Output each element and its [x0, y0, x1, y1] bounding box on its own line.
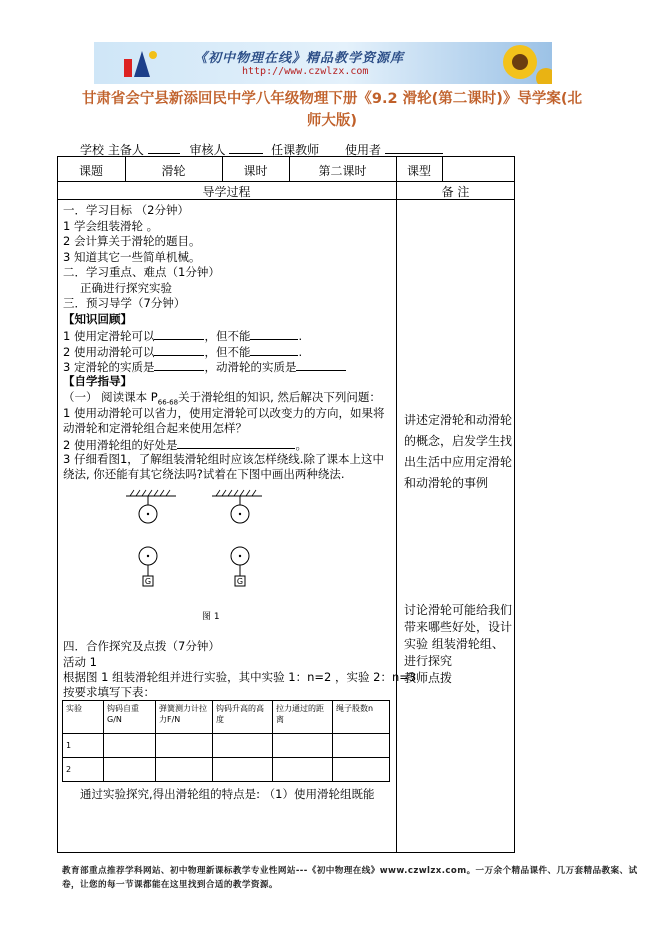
review-item-1-a: 1 使用定滑轮可以 — [63, 329, 155, 343]
table-header-row — [63, 701, 390, 734]
teacher-label: 任课教师 — [271, 143, 320, 157]
table-cell[interactable] — [213, 734, 273, 758]
table-cell[interactable] — [213, 758, 273, 782]
table-header-cell: 实验 — [63, 701, 104, 734]
review-blank — [250, 328, 298, 340]
table-header-cell: 拉力通过的距离 — [273, 701, 333, 734]
activity-line-1: 根据图 1 组装滑轮组并进行实验，其中实验 1：n=2 ，实验 2：n=3 — [63, 670, 417, 684]
reviewer-label: 审核人 — [189, 143, 226, 157]
process-header: 导学过程 — [202, 185, 251, 199]
table-header-cell: 钩码升高的高度 — [213, 701, 273, 734]
pulley-setup-right — [212, 490, 262, 586]
sunflower-icon — [490, 42, 552, 84]
site-logo-icon — [120, 45, 160, 81]
remark-3: 教师点拨 — [404, 671, 453, 685]
goal-item-1: 1 学会组装滑轮 。 — [63, 219, 159, 233]
section-2-body: 正确进行探究实验 — [80, 281, 172, 295]
title-line-1: 甘肃省会宁县新添回民中学八年级物理下册《9.2 滑轮(第二课时)》导学案(北 — [81, 91, 583, 107]
question-2-a: 2 使用滑轮组的好处是 — [63, 438, 178, 452]
review-item-1-c: . — [298, 329, 303, 343]
remark-1: 讲述定滑轮和动滑轮的概念，启发学生找出生活中应用定滑轮和动滑轮的事例 — [404, 413, 513, 490]
question-1-line-2: 动滑轮和定滑轮组合起来使用怎样？ — [63, 421, 247, 435]
review-item-3-a: 3 定滑轮的实质是 — [63, 360, 155, 374]
topic-label: 课题 — [78, 164, 103, 178]
weight-label-right: G — [236, 577, 244, 586]
goal-item-2: 2 会计算关于滑轮的题目。 — [63, 234, 201, 248]
remark-2: 讨论滑轮可能给我们带来哪些好处，设计实验 组装滑轮组、进行探究 — [404, 603, 513, 668]
review-item-2-a: 2 使用动滑轮可以 — [63, 345, 155, 359]
question-1-line-1: 1 使用动滑轮可以省力，使用定滑轮可以改变力的方向，如果将 — [63, 406, 385, 420]
col-line-d — [396, 156, 397, 853]
table-cell[interactable] — [156, 734, 213, 758]
table-header-cell: 弹簧测力计拉力F/N — [156, 701, 213, 734]
self-study-title: 【自学指导】 — [63, 374, 132, 388]
review-item-1-b: ，但不能 — [204, 329, 251, 343]
pulley-setup-left — [126, 490, 176, 586]
section-4-title: 四．合作探究及点拨（7分钟） — [63, 639, 220, 653]
review-item-1 — [63, 328, 302, 344]
table-cell[interactable] — [104, 758, 156, 782]
activity-line-2: 按要求填写下表： — [63, 685, 155, 699]
table-cell[interactable] — [333, 758, 390, 782]
experiment-table — [62, 700, 390, 782]
header-banner — [94, 42, 552, 84]
pulley-figure — [124, 488, 274, 598]
notes-header: 备 注 — [441, 185, 470, 199]
user-label: 使用者 — [345, 143, 382, 157]
table-cell[interactable] — [104, 734, 156, 758]
banner-title: 《初中物理在线》精品教学资源库 — [194, 51, 405, 66]
footer-note: 教育部重点推荐学科网站、初中物理新课标教学专业性网站---《初中物理在线》www.czwlzx.com。一万余个精品课件、几万套精品教案、试卷，让您的每一节课都能在这里找到合适的教学资源。 — [62, 866, 638, 890]
type-label: 课型 — [406, 164, 431, 178]
question-2 — [63, 437, 307, 453]
answer-blank — [177, 437, 295, 449]
conclusion-line: 通过实验探究,得出滑轮组的特点是: （1）使用滑轮组既能 — [80, 787, 375, 801]
table-cell[interactable] — [333, 734, 390, 758]
period-label: 课时 — [243, 164, 268, 178]
table-cell[interactable] — [273, 758, 333, 782]
review-blank — [250, 344, 298, 356]
table-cell: 1 — [63, 734, 104, 758]
section-2-title: 二．学习重点、难点（1分钟） — [63, 265, 220, 279]
review-blank — [154, 328, 204, 340]
review-title: 【知识回顾】 — [63, 312, 132, 326]
table-cell: 2 — [63, 758, 104, 782]
self-study-intro-b: 关于滑轮组的知识, 然后解决下列问题： — [178, 390, 381, 404]
review-item-3-b: ，动滑轮的实质是 — [204, 360, 297, 374]
table-row — [63, 758, 390, 782]
review-item-2 — [63, 344, 302, 360]
row-line-1 — [57, 181, 515, 182]
reviewer-blank — [229, 142, 263, 154]
question-2-b: 。 — [295, 438, 307, 452]
question-3-line-2: 绕法, 你还能有其它绕法吗?试着在下图中画出两种绕法. — [63, 467, 345, 481]
preparer-blank — [148, 142, 180, 154]
title-line-2: 师大版) — [306, 113, 358, 129]
section-1-title: 一．学习目标 （2分钟） — [63, 203, 189, 217]
table-header-cell: 钩码自重G/N — [104, 701, 156, 734]
user-blank — [385, 142, 443, 154]
section-3-title: 三．预习导学（7分钟） — [63, 296, 186, 310]
self-study-intro-a: （一） 阅读课本 P — [63, 390, 158, 404]
review-item-3 — [63, 359, 346, 375]
table-row — [63, 734, 390, 758]
table-cell[interactable] — [273, 734, 333, 758]
activity-label: 活动 1 — [63, 655, 97, 669]
review-blank — [296, 359, 346, 371]
weight-label-left: G — [144, 577, 152, 586]
school-preparer-label: 学校 主备人 — [80, 143, 144, 157]
review-blank — [154, 359, 204, 371]
review-item-2-c: . — [298, 345, 303, 359]
table-header-cell: 绳子股数n — [333, 701, 390, 734]
review-item-2-b: ，但不能 — [204, 345, 251, 359]
question-3-line-1: 3 仔细看图1，了解组装滑轮组时应该怎样绕线.除了课本上这中 — [63, 452, 384, 466]
figure-caption: 图 1 — [202, 612, 220, 622]
goal-item-3: 3 知道其它一些简单机械。 — [63, 250, 201, 264]
review-blank — [154, 344, 204, 356]
col-line-e — [442, 156, 443, 181]
banner-url: http://www.czwlzx.com — [242, 66, 369, 77]
document-title — [58, 88, 606, 132]
topic-value: 滑轮 — [161, 164, 186, 178]
page-range: 66-68 — [157, 398, 179, 407]
table-cell[interactable] — [156, 758, 213, 782]
period-value: 第二课时 — [318, 164, 367, 178]
